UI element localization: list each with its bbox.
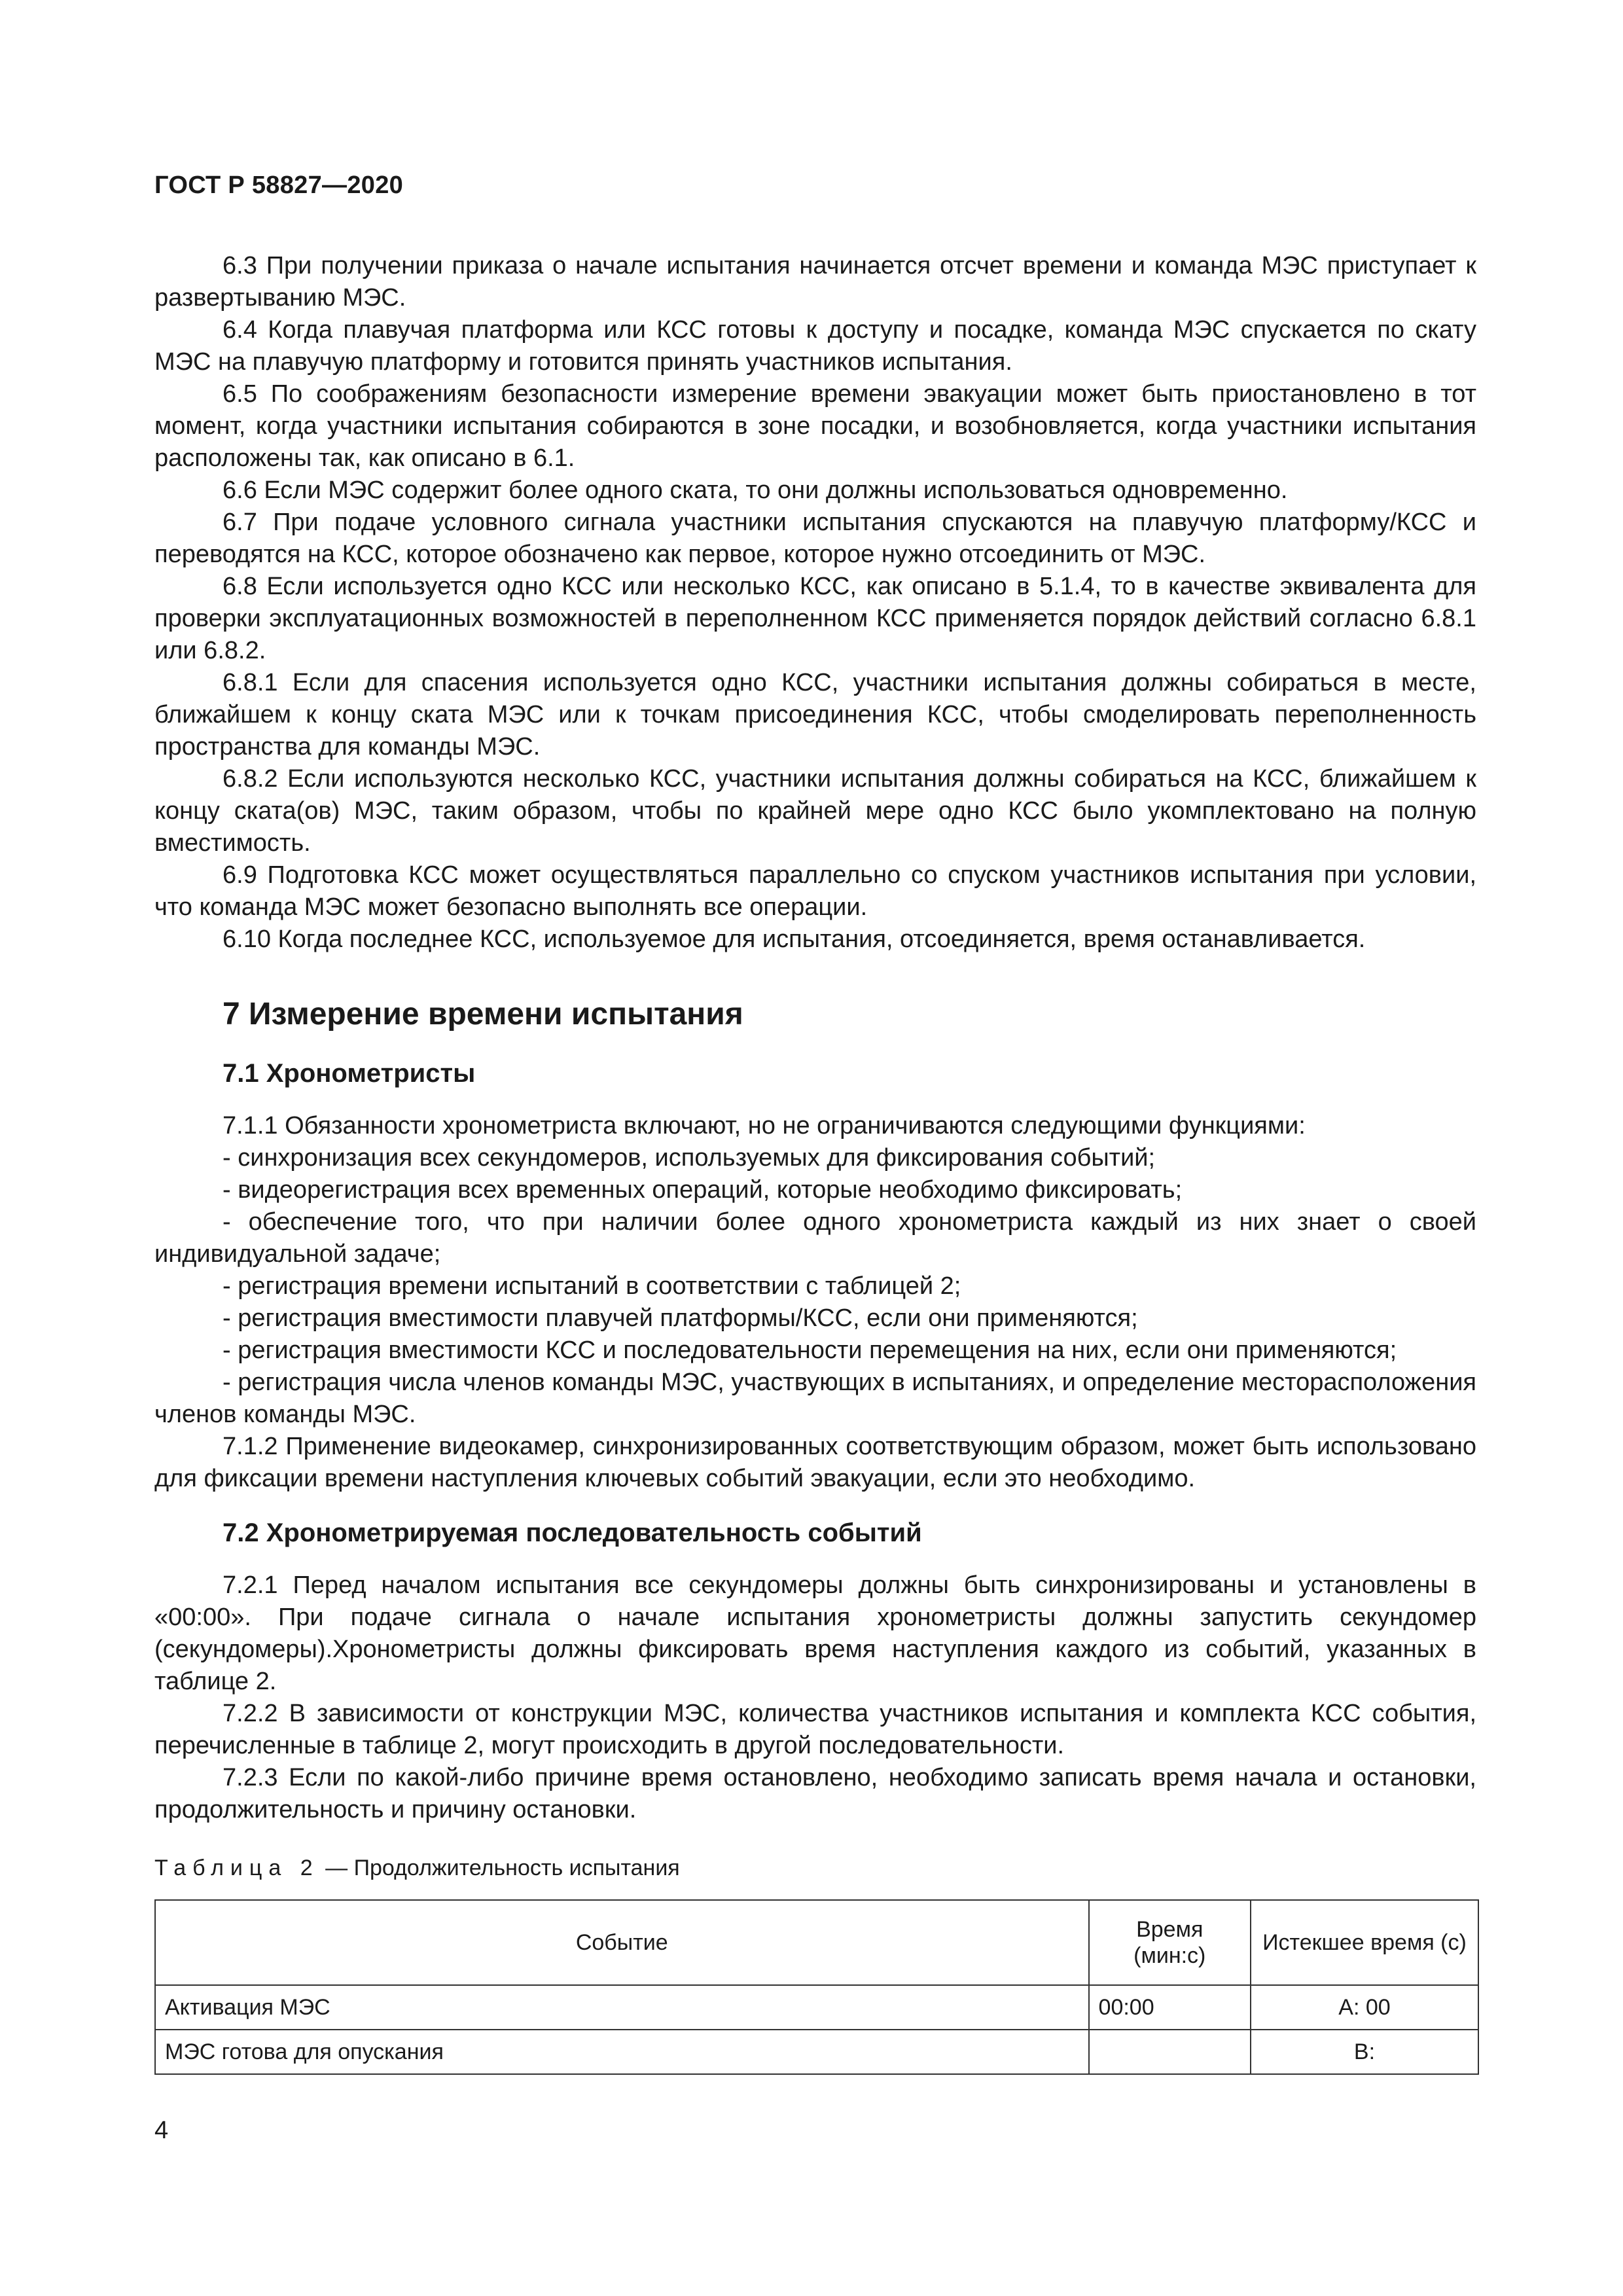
paragraph-7-1-1: 7.1.1 Обязанности хронометриста включают, но не ограничиваются следующими функциями:	[223, 1112, 1306, 1139]
document-header: ГОСТ Р 58827—2020	[154, 171, 404, 199]
document-body	[154, 250, 1476, 2075]
table-cell: В:	[1251, 2030, 1478, 2074]
list-item: - регистрация вместимости плавучей платформы/КСС, если они применяются;	[223, 1304, 1138, 1332]
paragraph-6-5: 6.5 По соображениям безопасности измерение времени эвакуации может быть приостановлено в тот момент, когда участники испытания собираются в зоне посадки, и возобновляется, когда участники испытания расположены так, как описано в 6.1.	[154, 380, 1476, 472]
paragraph-7-1-2: 7.1.2 Применение видеокамер, синхронизированных соответствующим образом, может быть использовано для фиксации времени наступления ключевых событий эвакуации, если это необходимо.	[154, 1433, 1476, 1492]
list-item: - синхронизация всех секундомеров, используемых для фиксирования событий;	[223, 1144, 1156, 1172]
events-table	[154, 1899, 1479, 2075]
table-cell	[1089, 2030, 1251, 2074]
section-7-2-heading: 7.2 Хронометрируемая последовательность событий	[223, 1518, 922, 1547]
page-number: 4	[154, 2117, 169, 2144]
paragraph-6-7: 6.7 При подаче условного сигнала участники испытания спускаются на плавучую платформу/КСС и переводятся на КСС, которое обозначено как первое, которое нужно отсоединить от МЭС.	[154, 509, 1476, 568]
paragraph-7-2-3: 7.2.3 Если по какой-либо причине время остановлено, необходимо записать время начала и остановки, продолжительность и причину остановки.	[154, 1764, 1476, 1823]
paragraph-7-2-1: 7.2.1 Перед началом испытания все секундомеры должны быть синхронизированы и установлены в «00:00». При подаче сигнала о начале испытания хронометристы должны запустить секундомер (секундомеры).Хронометристы должны фиксировать время наступления каждого из событий, указанных в таблице 2.	[154, 1571, 1476, 1695]
list-item: - регистрация вместимости КСС и последовательности перемещения на них, если они применяются;	[223, 1336, 1397, 1364]
table-cell: 00:00	[1089, 1985, 1251, 2030]
paragraph-6-9: 6.9 Подготовка КСС может осуществляться параллельно со спуском участников испытания при условии, что команда МЭС может безопасно выполнять все операции.	[154, 861, 1476, 921]
paragraph-6-8-2: 6.8.2 Если используются несколько КСС, участники испытания должны собираться на КСС, ближайшем к концу ската(ов) МЭС, таким образом, чтобы по крайней мере одно КСС было укомплектовано на полную вместимость.	[154, 765, 1476, 857]
table-caption-title: — Продолжительность испытания	[325, 1856, 680, 1880]
table-caption-label: Таблица 2	[154, 1856, 319, 1880]
table-cell: МЭС готова для опускания	[155, 2030, 1089, 2074]
section-7-heading: 7 Измерение времени испытания	[223, 997, 743, 1031]
list-item: - видеорегистрация всех временных операций, которые необходимо фиксировать;	[223, 1176, 1183, 1204]
list-item: - регистрация времени испытаний в соответствии с таблицей 2;	[223, 1272, 961, 1300]
section-7-1-heading: 7.1 Хронометристы	[223, 1059, 476, 1088]
list-item: - регистрация числа членов команды МЭС, участвующих в испытаниях, и определение месторасположения членов команды МЭС.	[154, 1369, 1476, 1428]
table-caption	[154, 1854, 1476, 1882]
table-cell: Активация МЭС	[155, 1985, 1089, 2030]
paragraph-6-4: 6.4 Когда плавучая платформа или КСС готовы к доступу и посадке, команда МЭС спускается по скату МЭС на плавучую платформу и готовится принять участников испытания.	[154, 316, 1476, 376]
column-header-event: Событие	[155, 1900, 1089, 1985]
paragraph-7-2-2: 7.2.2 В зависимости от конструкции МЭС, количества участников испытания и комплекта КСС события, перечисленные в таблице 2, могут происходить в другой последовательности.	[154, 1700, 1476, 1759]
paragraph-6-10: 6.10 Когда последнее КСС, используемое для испытания, отсоединяется, время останавливается.	[223, 925, 1366, 953]
table-row	[155, 1985, 1478, 2030]
table-cell: А: 00	[1251, 1985, 1478, 2030]
column-header-elapsed: Истекшее время (с)	[1251, 1900, 1478, 1985]
paragraph-6-6: 6.6 Если МЭС содержит более одного ската, то они должны использоваться одновременно.	[223, 476, 1288, 504]
paragraph-6-3: 6.3 При получении приказа о начале испытания начинается отсчет времени и команда МЭС приступает к развертыванию МЭС.	[154, 252, 1476, 312]
table-row	[155, 2030, 1478, 2074]
column-header-time: Время (мин:с)	[1089, 1900, 1251, 1985]
table-header-row	[155, 1900, 1478, 1985]
paragraph-6-8: 6.8 Если используется одно КСС или несколько КСС, как описано в 5.1.4, то в качестве эквивалента для проверки эксплуатационных возможностей в переполненном КСС применяется порядок действий согласно 6.8.1 или 6.8.2.	[154, 573, 1476, 664]
paragraph-6-8-1: 6.8.1 Если для спасения используется одно КСС, участники испытания должны собираться в месте, ближайшем к концу ската МЭС или к точкам присоединения КСС, чтобы смоделировать переполненность пространства для команды МЭС.	[154, 669, 1476, 761]
list-item: - обеспечение того, что при наличии более одного хронометриста каждый из них знает о своей индивидуальной задаче;	[154, 1208, 1476, 1268]
